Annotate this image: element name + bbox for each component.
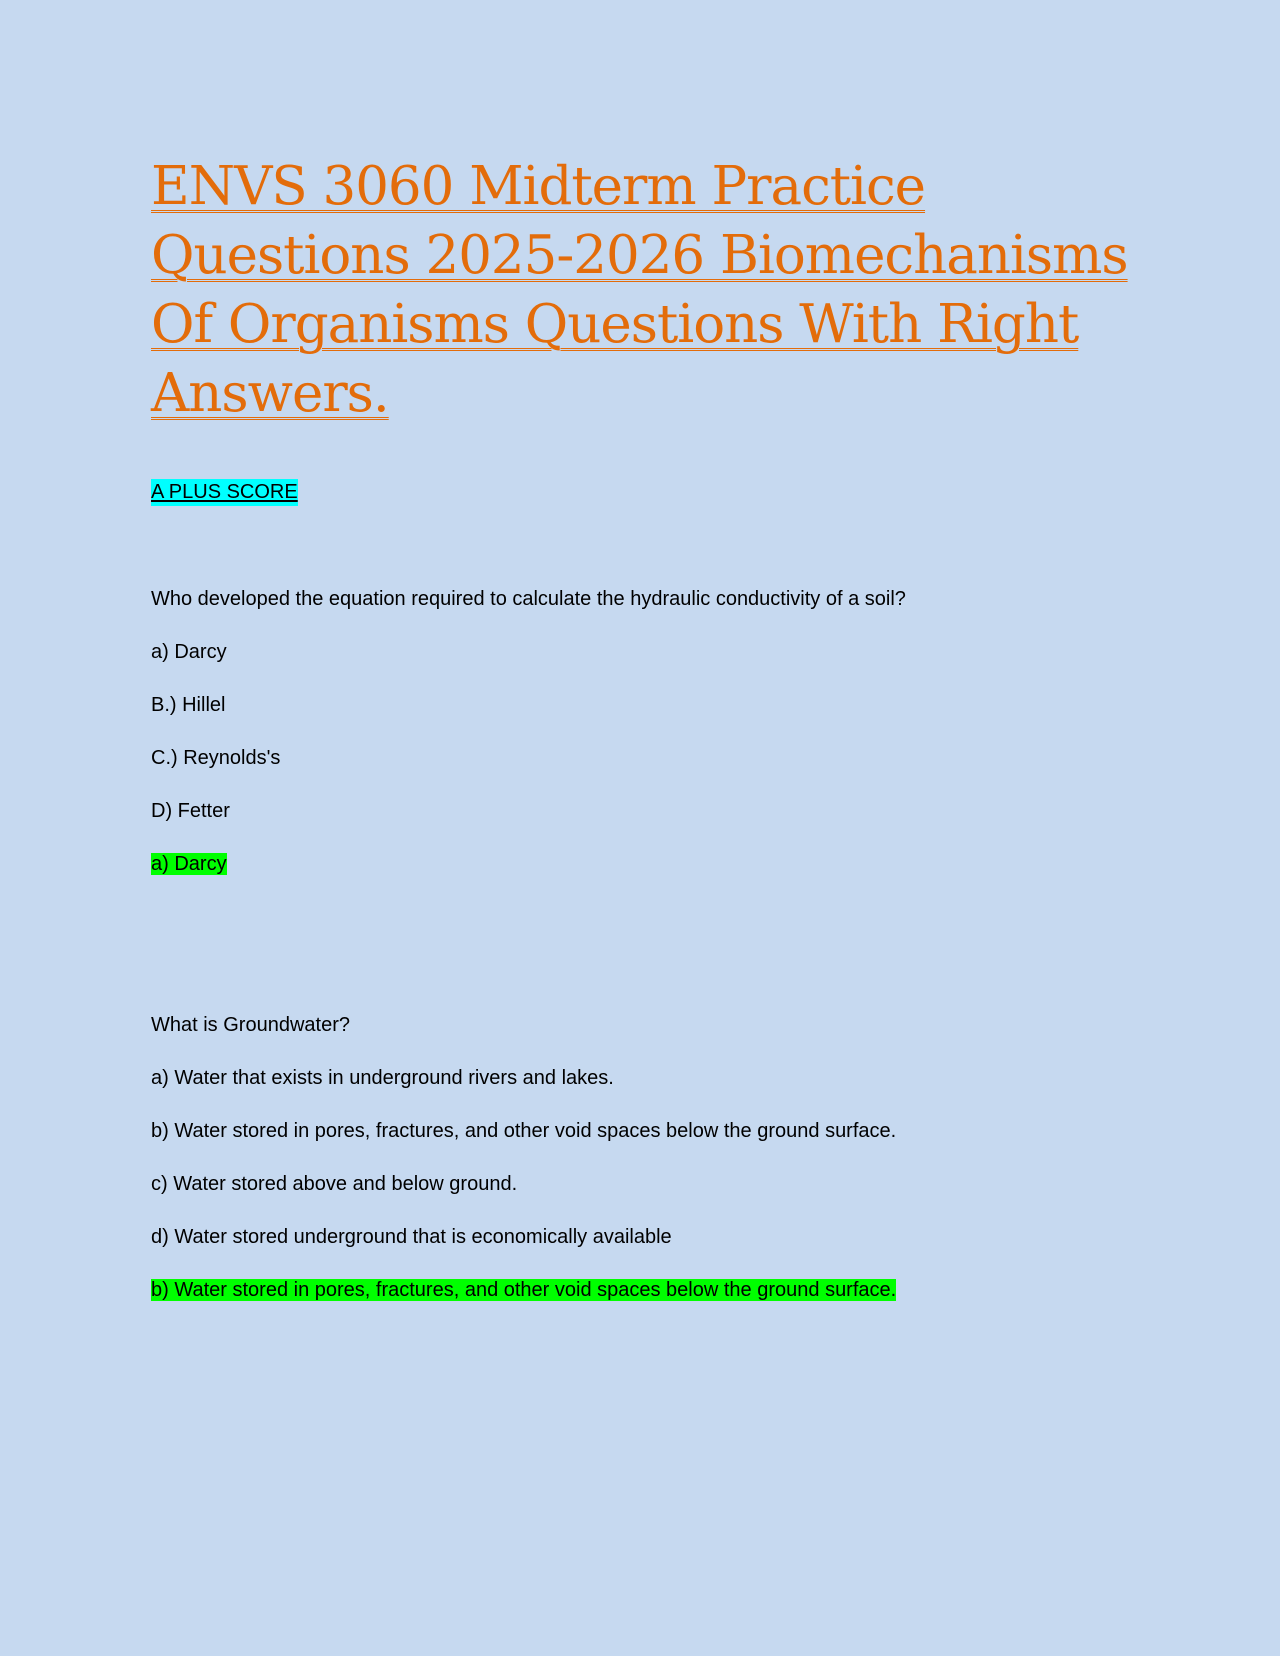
question-2-option-a: a) Water that exists in underground rivers and lakes.	[151, 1067, 614, 1089]
question-1-option-a: a) Darcy	[151, 641, 227, 663]
question-2-answer	[151, 1277, 896, 1304]
question-2-text: What is Groundwater?	[151, 1014, 350, 1036]
question-2-option-d: d) Water stored underground that is economically available	[151, 1226, 672, 1248]
a-plus-score-link[interactable]: A PLUS SCORE	[151, 479, 298, 506]
answer-highlight: b) Water stored in pores, fractures, and other void spaces below the ground surface.	[151, 1279, 897, 1301]
question-2-option-c: c) Water stored above and below ground.	[151, 1173, 518, 1195]
question-2-option-b: b) Water stored in pores, fractures, and other void spaces below the ground surface.	[151, 1120, 897, 1142]
question-1-answer	[151, 851, 227, 878]
question-1-text: Who developed the equation required to calculate the hydraulic conductivity of a soil?	[151, 588, 906, 610]
question-1-option-b: B.) Hillel	[151, 694, 226, 716]
question-1-option-c: C.) Reynolds's	[151, 747, 281, 769]
answer-highlight: a) Darcy	[151, 853, 227, 875]
question-1-option-d: D) Fetter	[151, 800, 230, 822]
document-title: ENVS 3060 Midterm Practice Questions 2025-2026 Biomechanisms Of Organisms Questions With Right Answers.	[151, 156, 1128, 424]
